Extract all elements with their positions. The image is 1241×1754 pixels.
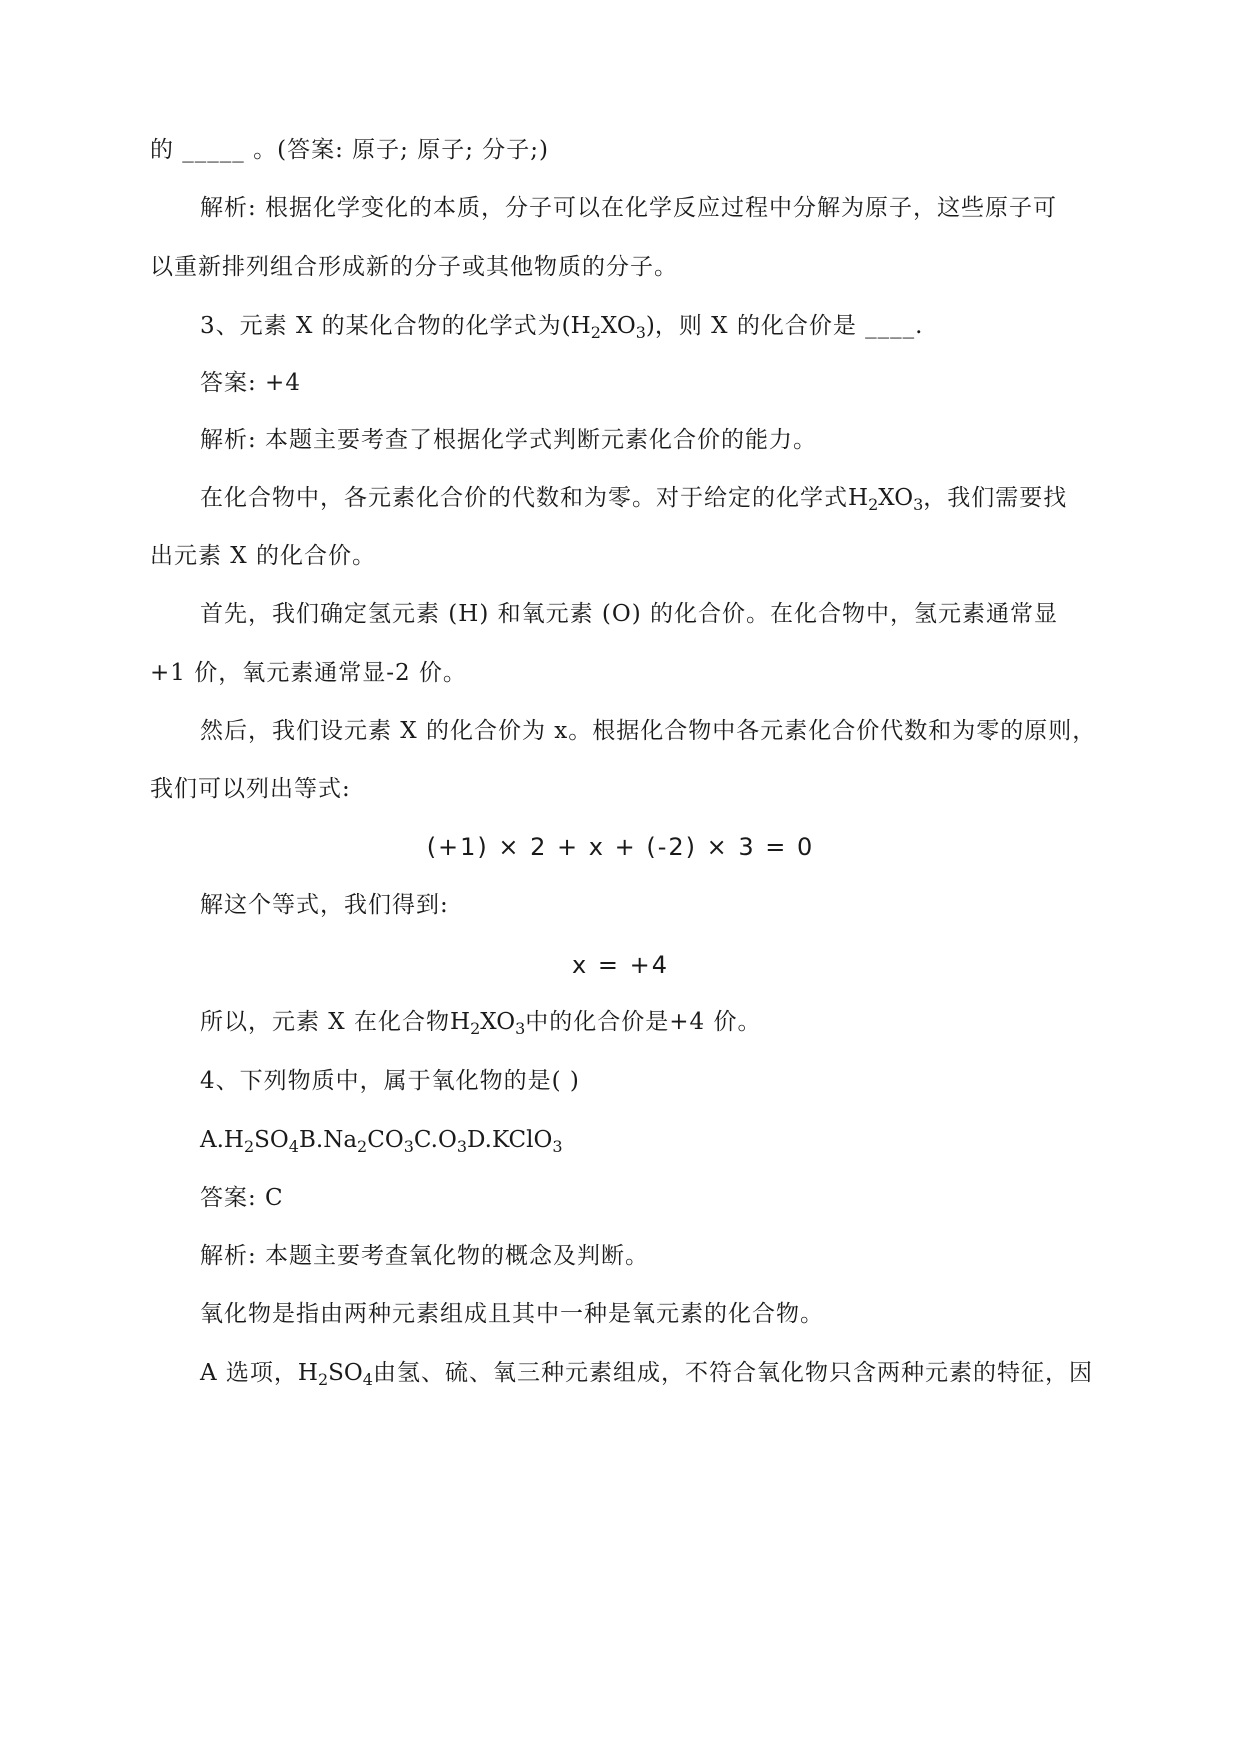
question-4-options (200, 1125, 563, 1155)
option-b: $B.Na_2CO_3$ (298, 1127, 414, 1156)
text-line (200, 483, 1067, 513)
text-line (200, 1007, 761, 1037)
answer-3: 答案: +4 (200, 370, 301, 396)
text-line: 氧化物是指由两种元素组成且其中一种是氧元素的化合物。 (200, 1301, 824, 1327)
text-segment: 中的化合价是+4 价。 (525, 1009, 762, 1035)
text-line: +1 价，氧元素通常显-2 价。 (150, 660, 467, 686)
text-line: 然后，我们设元素 X 的化合价为 x。根据化合物中各元素化合价代数和为零的原则， (200, 718, 1097, 744)
text-line: 解析: 根据化学变化的本质，分子可以在化学反应过程中分解为原子，这些原子可 (200, 195, 1058, 221)
option-c: $C.O_3$ (413, 1127, 468, 1156)
formula-h2xo3: $(H_2XO_3)$ (561, 313, 655, 342)
question-4: 4、下列物质中，属于氧化物的是( ) (200, 1068, 580, 1094)
text-line (200, 1358, 1093, 1388)
text-line: 出元素 X 的化合价。 (150, 543, 376, 569)
equation-1: (+1) × 2 + x + (-2) × 3 = 0 (426, 833, 815, 861)
text-line: 解析: 本题主要考查了根据化学式判断元素化合价的能力。 (200, 427, 818, 453)
question-3-text: 3、元素 X 的某化合物的化学式为 (200, 313, 562, 339)
text-line: 以重新排列组合形成新的分子或其他物质的分子。 (150, 254, 678, 280)
text-line: 解这个等式，我们得到: (200, 892, 449, 918)
text-segment: 所以，元素 X 在化合物 (200, 1009, 450, 1035)
option-d: D.KClO$_3$ (467, 1127, 563, 1156)
text-line: 解析: 本题主要考查氧化物的概念及判断。 (200, 1243, 650, 1269)
text-segment: ，我们需要找 (923, 485, 1068, 511)
formula-h2xo3: $H_2XO_3$ (848, 485, 924, 514)
text-segment: A 选项， (200, 1360, 298, 1386)
formula-h2xo3: $H_2XO_3$ (450, 1009, 526, 1038)
option-a: $A.H_2SO_4$ (200, 1127, 299, 1156)
answer-4: 答案: C (200, 1185, 284, 1211)
question-3 (200, 311, 924, 341)
text-segment: 由氢、硫、氧三种元素组成，不符合氧化物只含两种元素的特征，因 (372, 1360, 1093, 1386)
equation-2: x = +4 (572, 951, 669, 979)
question-3-text-end: ，则 X 的化合价是 ____. (654, 313, 924, 339)
text-line: 我们可以列出等式: (150, 776, 351, 802)
formula-h2so4: $H_2SO_4$ (297, 1360, 373, 1389)
text-line: 首先，我们确定氢元素 (H) 和氧元素 (O) 的化合价。在化合物中，氢元素通常显 (200, 601, 1059, 627)
text-segment: 在化合物中，各元素化合价的代数和为零。对于给定的化学式 (200, 485, 848, 511)
text-line: 的 _____ 。(答案: 原子; 原子; 分子;) (150, 137, 549, 163)
